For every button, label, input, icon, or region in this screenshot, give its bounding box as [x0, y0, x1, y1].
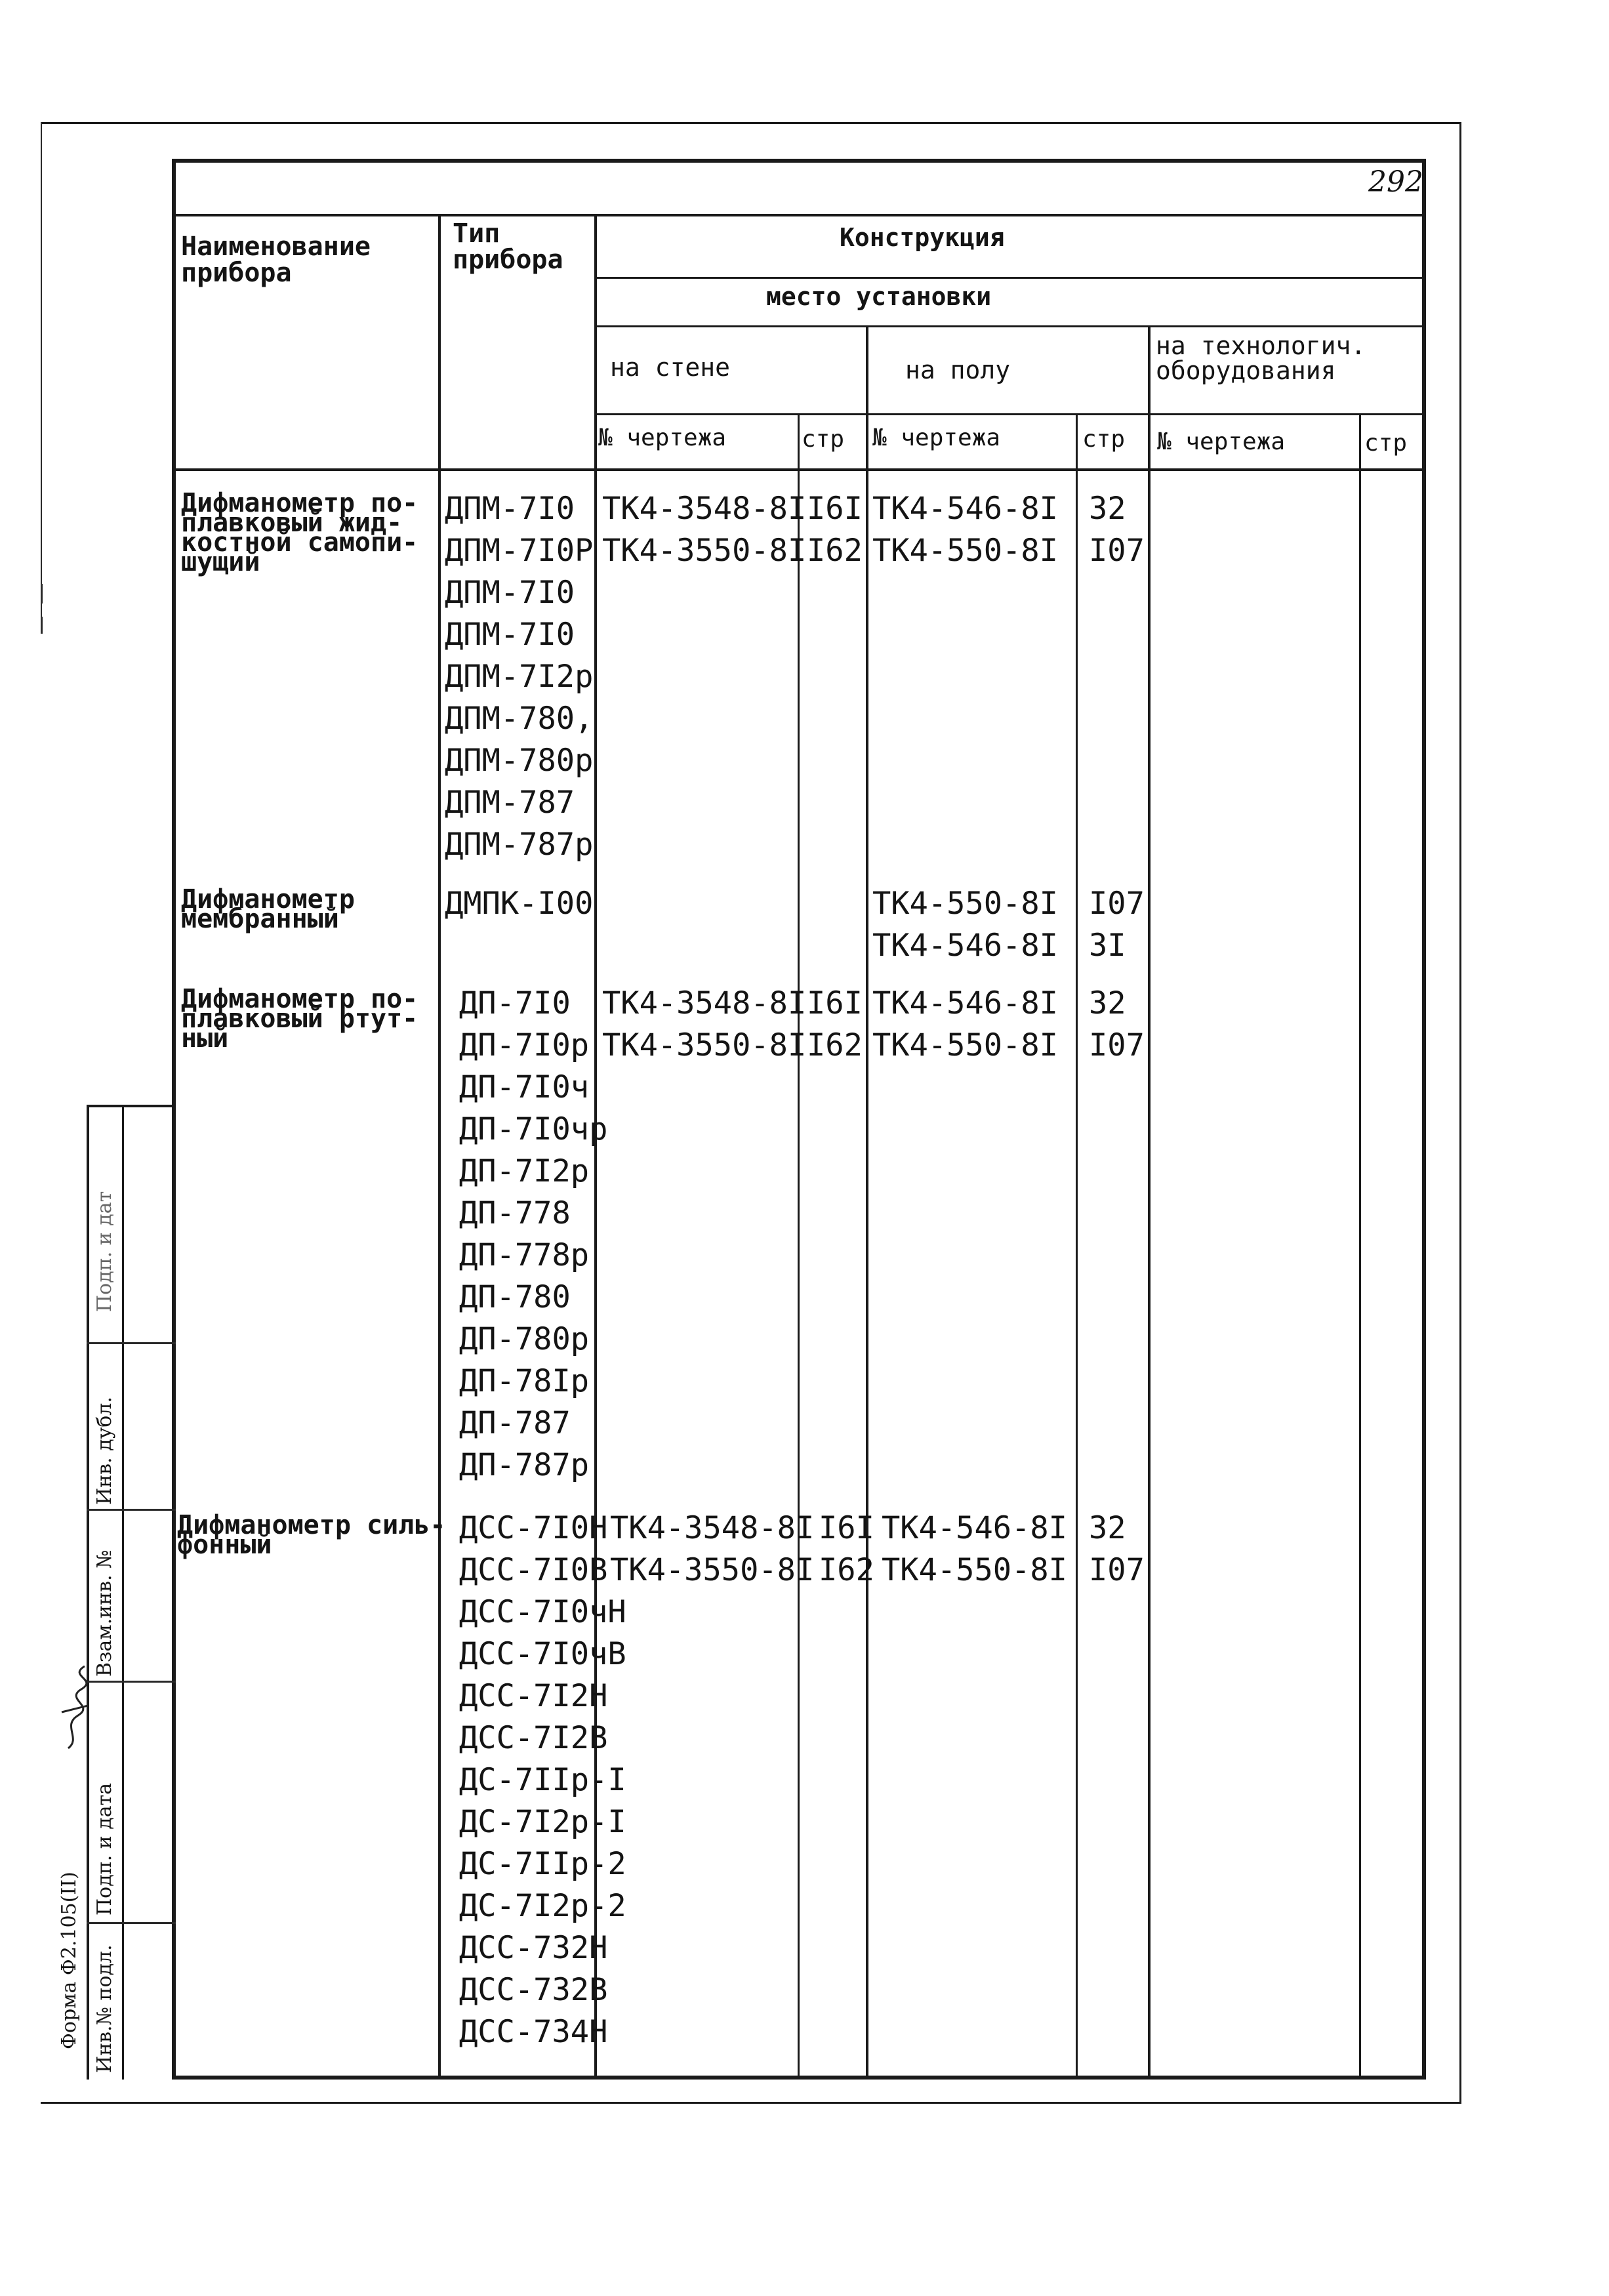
stamp-border-left	[87, 1105, 89, 2080]
header-floor-drawing: № чертежа	[872, 424, 1001, 451]
wall-page-number: I6I	[819, 1510, 874, 1546]
header-instrument-name: Наименование прибора	[181, 232, 371, 288]
header-equipment-page: стр	[1364, 430, 1408, 457]
stamp-border-inner	[122, 1105, 124, 2080]
instrument-type: ДПМ-7I0	[445, 617, 575, 653]
header-on-equipment: на технологич. оборудования	[1156, 331, 1366, 385]
stamp-divider-2	[87, 1509, 176, 1511]
instrument-type: ДСС-7I2В	[459, 1720, 608, 1756]
instrument-type: ДСС-7I0чВ	[459, 1636, 626, 1672]
stamp-inv-original: Инв.№ подл.	[93, 1944, 116, 2073]
wall-page-number: I62	[819, 1552, 874, 1588]
stamp-replace-inv: Взам.инв. №	[93, 1549, 116, 1677]
wall-page-number: I62	[807, 533, 863, 569]
wall-page-number: I62	[807, 1027, 863, 1063]
floor-drawing-number: ТК4-546-8I	[882, 1510, 1067, 1546]
wall-page-list	[819, 1507, 874, 1591]
floor-page-number: I07	[1089, 1552, 1145, 1588]
instrument-type: ДП-778	[459, 1195, 571, 1231]
scan-mark	[41, 584, 43, 604]
wall-page-list	[807, 488, 863, 572]
wall-page-number: I6I	[807, 985, 863, 1021]
floor-drawing-list	[872, 488, 1058, 572]
outer-frame-bottom	[41, 2102, 1461, 2104]
floor-drawing-number: ТК4-550-8I	[882, 1552, 1067, 1588]
col-line-floor-page	[1076, 413, 1078, 2080]
floor-page-number: 32	[1089, 985, 1126, 1021]
stamp-sign-date-2: Подп. и дат	[93, 1191, 116, 1312]
table-border-left	[172, 159, 176, 2080]
wall-page-list	[807, 983, 863, 1067]
instrument-type: ДСС-7I0Н	[459, 1510, 608, 1546]
instrument-type: ДП-787р	[459, 1447, 590, 1483]
instrument-type: ДПМ-7I0	[445, 575, 575, 611]
floor-drawing-number: ТК4-550-8I	[872, 533, 1058, 569]
stamp-border-top	[87, 1105, 176, 1107]
header-instrument-type: Тип прибора	[453, 218, 563, 275]
instrument-type: ДП-7I2р	[459, 1153, 590, 1189]
instrument-type: ДПМ-787р	[445, 827, 594, 863]
instrument-type: ДП-7I0ч	[459, 1069, 590, 1105]
stamp-inv-duplicate: Инв. дубл.	[93, 1397, 116, 1505]
instrument-name: Дифманометр по- плавковый ртут- ный	[181, 984, 418, 1054]
instrument-type: ДП-78Iр	[459, 1363, 590, 1399]
page-number: 292	[1368, 165, 1423, 199]
instrument-type: ДС-7IIр-I	[459, 1762, 626, 1798]
instrument-type: ДСС-734Н	[459, 2014, 608, 2050]
stamp-divider-3	[87, 1681, 176, 1683]
wall-drawing-number: ТК4-3548-8I	[602, 985, 807, 1021]
header-equipment-drawing: № чертежа	[1157, 428, 1286, 455]
header-on-floor: на полу	[905, 356, 1011, 384]
instrument-type: ДПМ-787	[445, 785, 575, 821]
instrument-type: ДС-7I2р-I	[459, 1804, 626, 1840]
header-on-wall: на стене	[610, 353, 731, 382]
instrument-type: ДП-7I0	[459, 985, 571, 1021]
stamp-divider-4	[87, 1922, 176, 1924]
floor-page-number: 32	[1089, 491, 1126, 527]
instrument-type: ДП-780	[459, 1279, 571, 1315]
instrument-type: ДПМ-7I0	[445, 491, 575, 527]
instrument-type: ДСС-7I0В	[459, 1552, 608, 1588]
floor-drawing-list	[882, 1507, 1067, 1591]
header-line-2	[596, 277, 1426, 279]
instrument-type: ДС-7IIр-2	[459, 1846, 626, 1882]
outer-frame-top	[41, 122, 1461, 124]
wall-drawing-list	[602, 983, 806, 1067]
header-wall-drawing: № чертежа	[598, 424, 727, 451]
instrument-name: Дифманометр по- плавковый жид- костной самопи- шущий	[181, 488, 418, 577]
type-list	[459, 983, 607, 1486]
floor-page-list	[1089, 1507, 1145, 1591]
floor-page-number: I07	[1089, 533, 1145, 569]
stamp-sign-date: Подп. и дата	[93, 1782, 116, 1916]
header-line-3	[596, 325, 1426, 327]
type-list	[459, 1507, 626, 2053]
col-line-floor-equip	[1148, 325, 1151, 2080]
floor-page-list	[1089, 983, 1145, 1067]
header-line-4	[596, 413, 1426, 415]
table-border-top	[172, 159, 1426, 163]
floor-drawing-list	[872, 883, 1058, 967]
instrument-type: ДПМ-780,	[445, 701, 594, 737]
instrument-type: ДПМ-7I0Р	[445, 533, 594, 569]
floor-drawing-list	[872, 983, 1058, 1067]
wall-drawing-list	[610, 1507, 814, 1591]
floor-drawing-number: ТК4-550-8I	[872, 1027, 1058, 1063]
instrument-type: ДСС-732В	[459, 1972, 608, 2008]
floor-page-number: I07	[1089, 886, 1145, 922]
col-line-wall-page	[798, 413, 800, 2080]
wall-drawing-number: ТК4-3550-8I	[602, 533, 807, 569]
outer-frame-left	[41, 122, 42, 634]
header-floor-page: стр	[1082, 426, 1126, 453]
floor-page-number: I07	[1089, 1027, 1145, 1063]
col-line-equip-page	[1359, 413, 1361, 2080]
instrument-type: ДСС-732Н	[459, 1930, 608, 1966]
col-line-name-type	[438, 214, 441, 2080]
header-wall-page: стр	[802, 426, 845, 453]
instrument-type: ДСС-7I2Н	[459, 1678, 608, 1714]
header-line-1	[172, 214, 1426, 216]
header-installation-place: место установки	[766, 282, 992, 311]
table-border-right	[1422, 159, 1426, 2080]
instrument-type: ДП-7I0р	[459, 1027, 590, 1063]
instrument-type: ДП-787	[459, 1405, 571, 1441]
instrument-type: ДПМ-780р	[445, 743, 594, 779]
instrument-name: Дифманометр силь- фонный	[177, 1510, 446, 1560]
floor-page-number: 3I	[1089, 928, 1126, 964]
floor-drawing-number: ТК4-550-8I	[872, 886, 1058, 922]
wall-drawing-number: ТК4-3548-8I	[602, 491, 807, 527]
instrument-type: ДП-780р	[459, 1321, 590, 1357]
type-list	[445, 883, 593, 925]
signature	[55, 1660, 94, 1752]
wall-drawing-list	[602, 488, 806, 572]
instrument-type: ДС-7I2р-2	[459, 1888, 626, 1924]
type-list	[445, 488, 593, 866]
scan-mark	[41, 617, 43, 634]
stamp-form-code: Форма Ф2.105(II)	[58, 1872, 81, 2049]
instrument-type: ДП-7I0чр	[459, 1111, 608, 1147]
floor-page-number: 32	[1089, 1510, 1126, 1546]
floor-drawing-number: ТК4-546-8I	[872, 985, 1058, 1021]
floor-drawing-number: ТК4-546-8I	[872, 928, 1058, 964]
wall-drawing-number: ТК4-3548-8I	[610, 1510, 815, 1546]
instrument-type: ДСС-7I0чН	[459, 1594, 626, 1630]
instrument-type: ДП-778р	[459, 1237, 590, 1273]
wall-drawing-number: ТК4-3550-8I	[610, 1552, 815, 1588]
outer-frame-right	[1459, 122, 1461, 2103]
instrument-name: Дифманометр мембранный	[181, 884, 355, 934]
stamp-divider-1	[87, 1342, 176, 1344]
wall-page-number: I6I	[807, 491, 863, 527]
instrument-type: ДПМ-7I2р	[445, 659, 594, 695]
floor-page-list	[1089, 488, 1145, 572]
col-line-wall-floor	[866, 325, 868, 2080]
floor-page-list	[1089, 883, 1145, 967]
wall-drawing-number: ТК4-3550-8I	[602, 1027, 807, 1063]
instrument-type: ДМПК-I00	[445, 886, 594, 922]
header-construction: Конструкция	[840, 223, 1005, 252]
floor-drawing-number: ТК4-546-8I	[872, 491, 1058, 527]
